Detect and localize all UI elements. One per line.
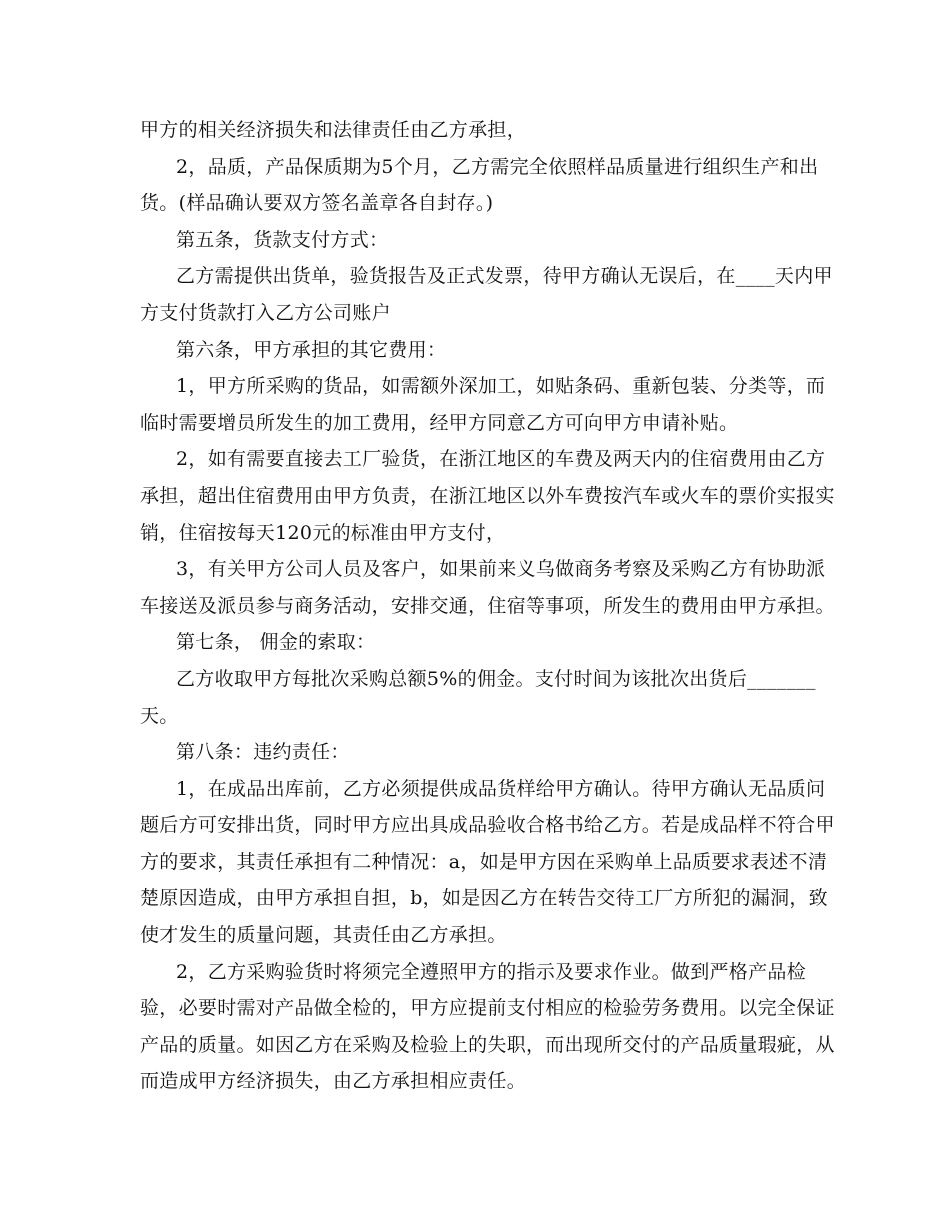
text-line: 2，如有需要直接去工厂验货，在浙江地区的车费及两天内的住宿费用由乙方	[176, 448, 826, 471]
text-line: 临时需要增员所发生的加工费用，经甲方同意乙方可向甲方申请补贴。	[140, 411, 739, 434]
text-line: 天。	[140, 704, 179, 727]
text-line: 2，品质，产品保质期为5个月，乙方需完全依照样品质量进行组织生产和出	[176, 155, 819, 178]
text-line: 题后方可安排出货，同时甲方应出具成品验收合格书给乙方。若是成品样不符合甲	[140, 814, 835, 837]
text-line: 使才发生的质量问题，其责任由乙方承担。	[140, 924, 507, 947]
text-line: 车接送及派员参与商务活动，安排交通，住宿等事项，所发生的费用由甲方承担。	[140, 594, 835, 617]
section-heading: 第八条：违约责任：	[176, 741, 350, 764]
text-line: 方支付货款打入乙方公司账户	[140, 301, 391, 324]
text-line: 销，住宿按每天120元的标准由甲方支付，	[140, 521, 506, 544]
text-line: 货。(样品确认要双方签名盖章各自封存。)	[140, 192, 494, 215]
text-line: 1，在成品出库前，乙方必须提供成品货样给甲方确认。待甲方确认无品质问	[176, 777, 826, 800]
section-heading: 第七条， 佣金的索取：	[176, 631, 376, 654]
text-line: 产品的质量。如因乙方在采购及检验上的失职，而出现所交付的产品质量瑕疵，从	[140, 1033, 835, 1056]
document-body	[140, 112, 835, 1100]
text-line: 承担，超出住宿费用由甲方负责，在浙江地区以外车费按汽车或火车的票价实报实	[140, 484, 835, 507]
text-line: 楚原因造成，由甲方承担自担，b，如是因乙方在转告交待工厂方所犯的漏洞，致	[140, 887, 828, 910]
text-line: 3，有关甲方公司人员及客户，如果前来义乌做商务考察及采购乙方有协助派	[176, 558, 826, 581]
section-heading: 第六条，甲方承担的其它费用：	[176, 338, 447, 361]
section-heading: 第五条，货款支付方式：	[176, 228, 389, 251]
text-line: 乙方需提供出货单，验货报告及正式发票，待甲方确认无误后，在____天内甲	[176, 265, 833, 288]
text-line: 1，甲方所采购的货品，如需额外深加工，如贴条码、重新包装、分类等，而	[176, 375, 826, 398]
text-line: 方的要求，其责任承担有二种情况：a，如是甲方因在采购单上品质要求表述不清	[140, 850, 828, 873]
text-line: 验，必要时需对产品做全检的，甲方应提前支付相应的检验劳务费用。以完全保证	[140, 997, 835, 1020]
text-line: 2，乙方采购验货时将须完全遵照甲方的指示及要求作业。做到严格产品检	[176, 960, 806, 983]
text-line: 乙方收取甲方每批次采购总额5%的佣金。支付时间为该批次出货后_______	[176, 667, 816, 690]
text-line: 而造成甲方经济损失，由乙方承担相应责任。	[140, 1070, 527, 1093]
text-line: 甲方的相关经济损失和法律责任由乙方承担，	[140, 119, 527, 141]
